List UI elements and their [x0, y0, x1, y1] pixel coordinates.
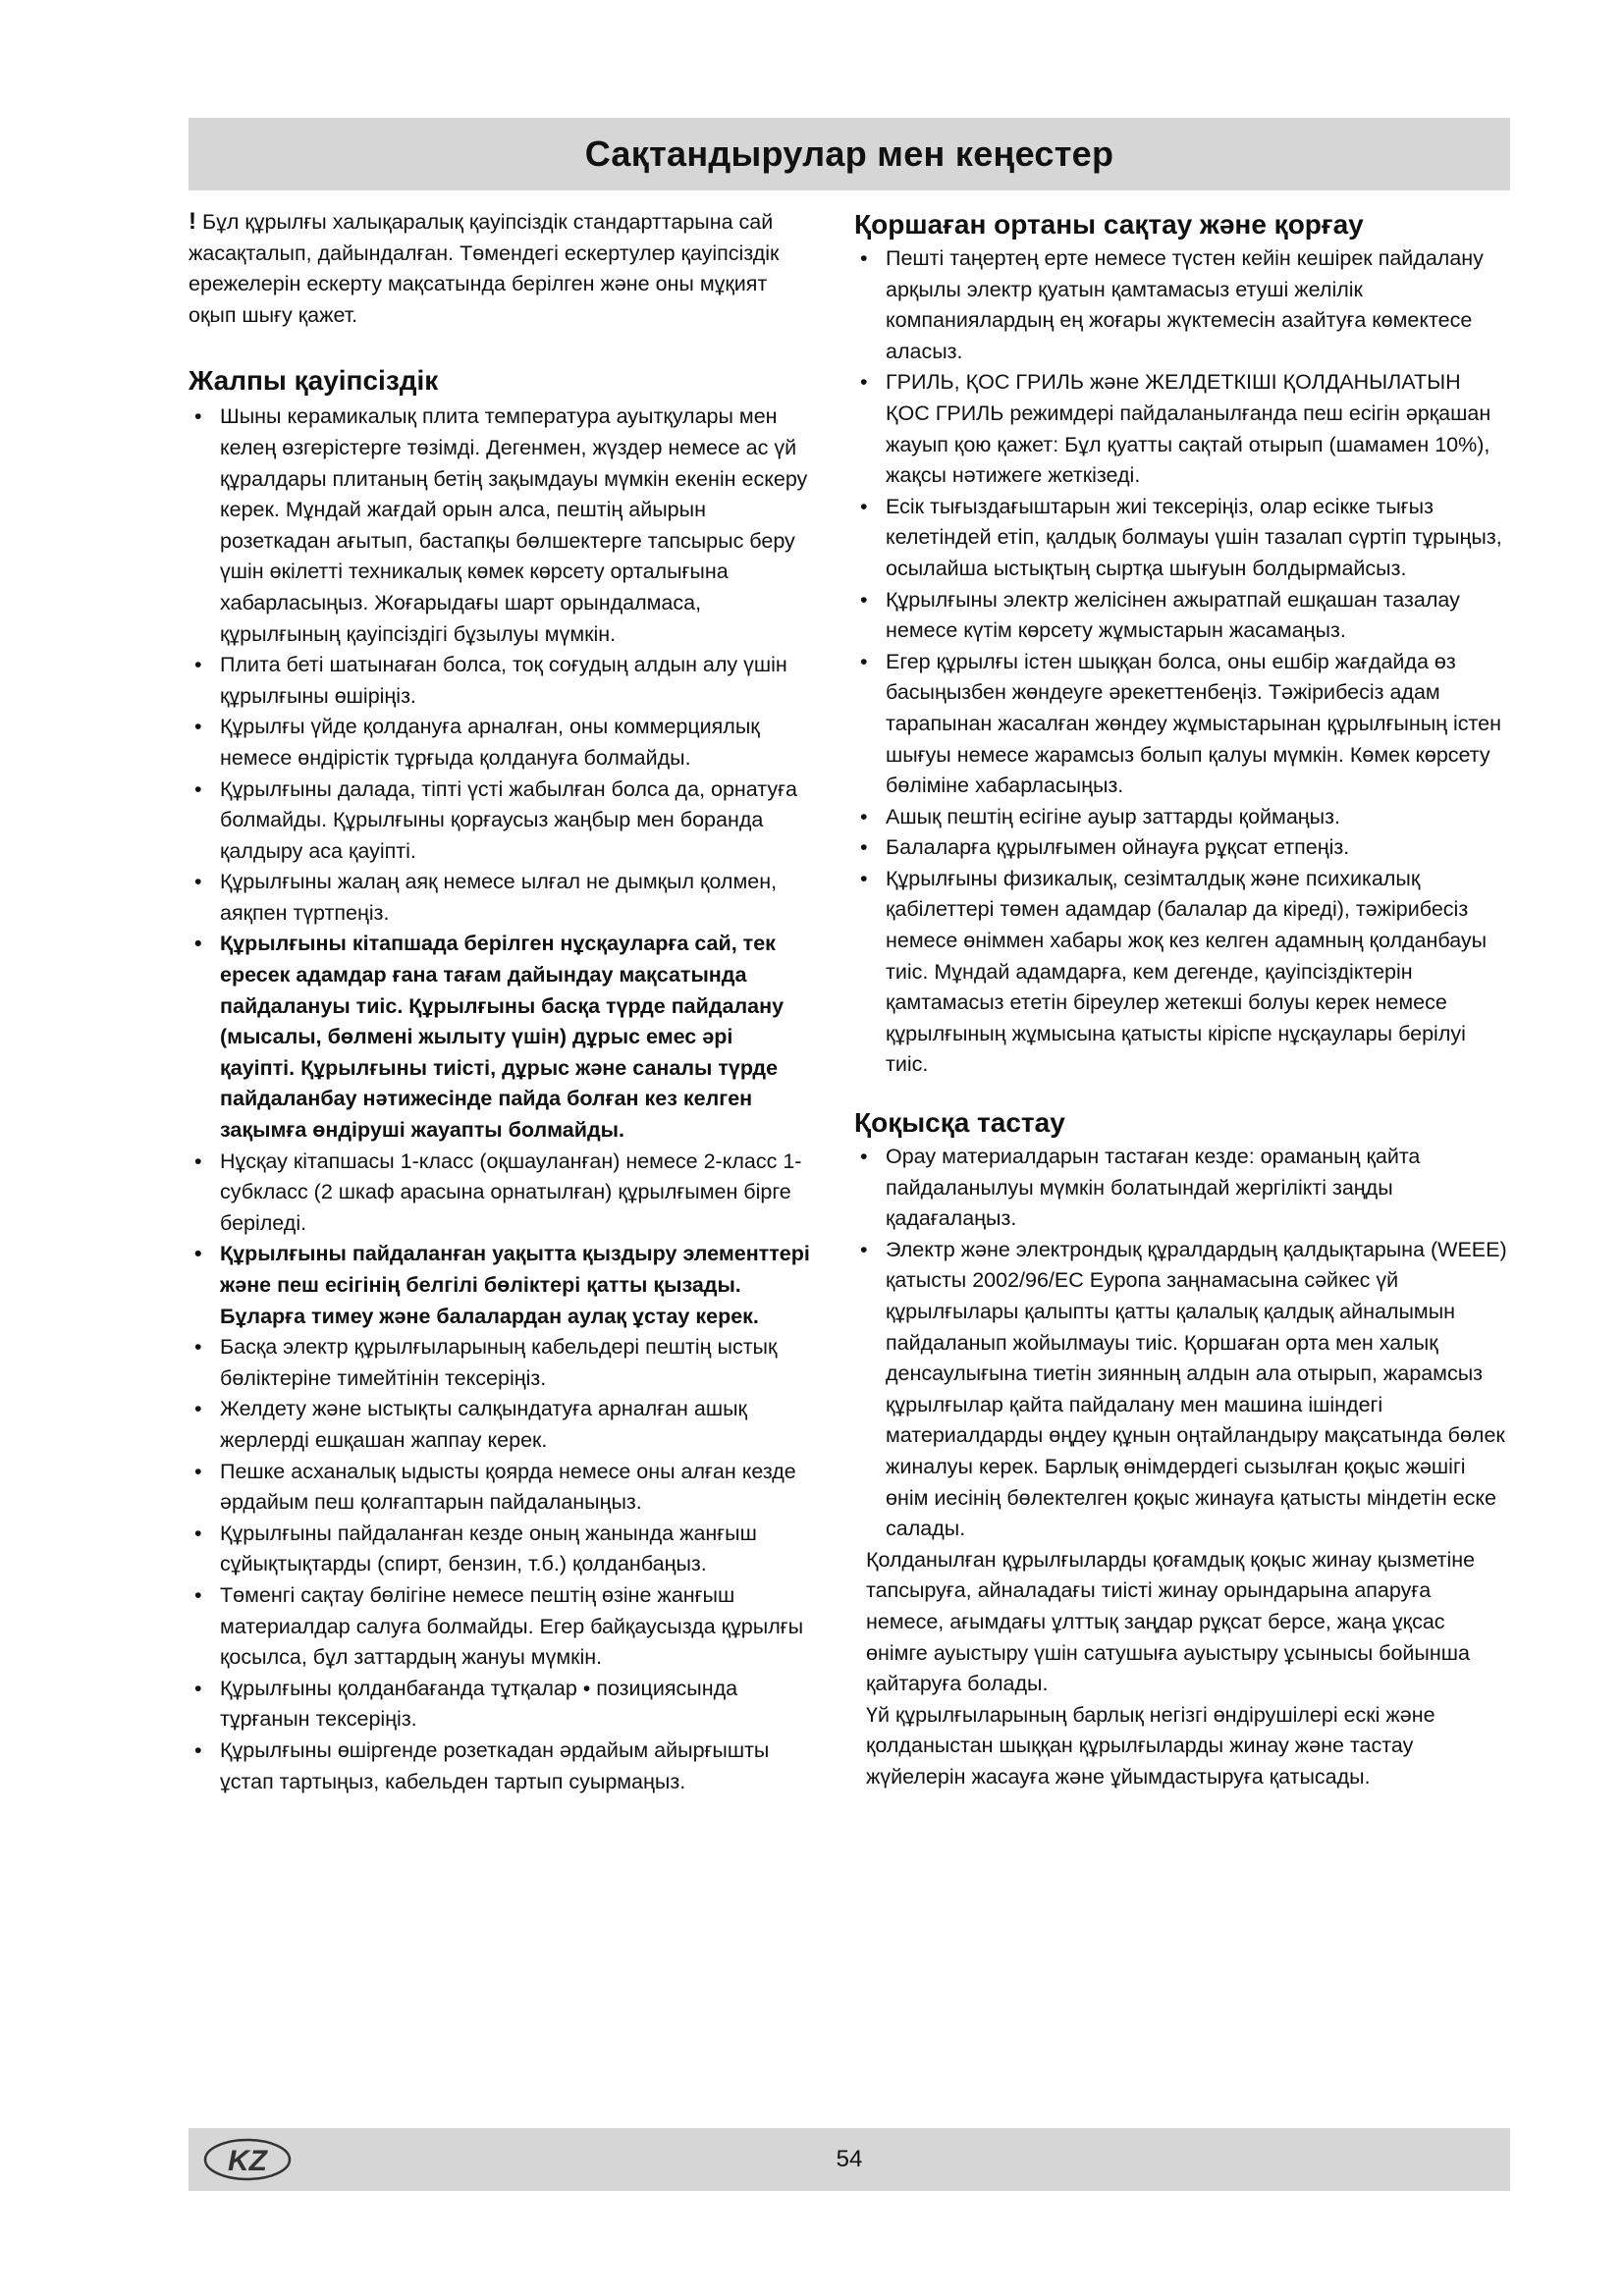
- list-item: • Плита беті шатынаған болса, тоқ соғудың алдын алу үшін құрылғыны өшіріңіз.: [189, 650, 813, 712]
- list-item: • Орау материалдарын тастаған кезде: ораманың қайта пайдаланылуы мүмкін болатындай жергілікті заңды қадағалаңыз.: [854, 1142, 1510, 1235]
- list-item: • Құрылғыны пайдаланған уақытта қыздыру элементтері және пеш есігінің белгілі бөліктері қатты қызады. Бұларға тимеу және балалардан аулақ ұстау керек.: [189, 1239, 813, 1332]
- list-item: • ГРИЛЬ, ҚОС ГРИЛЬ және ЖЕЛДЕТКІШІ ҚОЛДАНЫЛАТЫН ҚОС ГРИЛЬ режимдері пайдаланылғанда пеш есігін әрқашан жауып қою қажет: Бұл қуатты сақтай отырып (шамамен 10%), жақсы нәтижеге жеткізеді.: [854, 367, 1510, 491]
- list-item: • Шыны керамикалық плита температура ауытқулары мен келең өзгерістерге төзімді. Дегенмен, жүздер немесе ас үй құралдары плитаның бетің зақымдауы мүмкін екенін ескеру керек. Мұндай жағдай орын алса, пештің айырын розеткадан ағытып, бастапқы бөлшектерге тапсырыс беру үшін өкілетті техникалық көмек көрсету орталығына хабарласыңыз. Жоғарыдағы шарт орындалмаса, құрылғының қауіпсіздігі бұзылуы мүмкін.: [189, 401, 813, 650]
- list-item: • Басқа электр құрылғыларының кабельдері пештің ыстық бөліктеріне тимейтінін тексеріңіз.: [189, 1332, 813, 1394]
- logo-text: KZ: [228, 2145, 267, 2177]
- list-item: • Егер құрылғы істен шыққан болса, оны ешбір жағдайда өз басыңызбен жөндеуге әрекеттенбеңіз. Тәжірибесіз адам тарапынан жасалған жөндеу жұмыстарынан құрылғының істен шығуы немесе жарамсыз болып қалуы мүмкін. Көмек көрсету бөліміне хабарласыңыз.: [854, 647, 1510, 802]
- list-item: • Құрылғыны өшіргенде розеткадан әрдайым айырғышты ұстап тартыңыз, кабельден тартып суырмаңыз.: [189, 1735, 813, 1797]
- list-item: • Құрылғыны далада, тіпті үсті жабылған болса да, орнатуға болмайды. Құрылғыны қорғаусыз жаңбыр мен боранда қалдыру аса қауіпті.: [189, 774, 813, 868]
- right-column: [854, 206, 1510, 1793]
- list-item: • Құрылғыны қолданбағанда тұтқалар • позициясында тұрғанын тексеріңіз.: [189, 1674, 813, 1735]
- list-item: • Есік тығыздағыштарын жиі тексеріңіз, олар есікке тығыз келетіндей етіп, қалдық болмауы үшін тазалап сүртіп тұрыңыз, осылайша ыстықтың сыртқа шығуын болдырмайсыз.: [854, 492, 1510, 585]
- intro-paragraph: [189, 206, 813, 331]
- list-item: • Электр және электрондық құралдардың қалдықтарына (WEEE) қатысты 2002/96/EC Еуропа заңнамасына сәйкес үй құрылғылары қалыпты қатты қалалық қалдық айналымын пайдаланып жойылмауы тиіс. Қоршаған орта мен халық денсаулығына тиетін зиянның алдын ала отырып, жарамсыз құрылғылар қайта пайдалану мен машина ішіндегі материалдарды өңдеу құнын оңтайландыру мақсатында бөлек жиналуы керек. Барлық өнімдердегі сызылған қоқыс жәшігі өнім иесінің бөлектелген қоқыс жинауға қатысты міндетін еске салады.: [854, 1235, 1510, 1545]
- section-heading-general-safety: Жалпы қауіпсіздік: [189, 365, 439, 397]
- disposal-paragraph: Қолданылған құрылғыларды қоғамдық қоқыс жинау қызметіне тапсыруға, айналадағы тиісті жинау орындарына апаруға немесе, ағымдағы ұлттық заңдар рұқсат берсе, жаңа ұқсас өнімге ауыстыру үшін сатушыға ауыстыру ұсынысы бойынша қайтаруға болады.: [866, 1547, 1476, 1696]
- list-item: • Төменгі сақтау бөлігіне немесе пештің өзіне жанғыш материалдар салуға болмайды. Егер байқаусызда құрылғы қосылса, бұл заттардың жануы мүмкін.: [189, 1580, 813, 1674]
- header-bar: [189, 118, 1510, 190]
- disposal-paragraph: Үй құрылғыларының барлық негізгі өндірушілері ескі және қолданыстан шыққан құрылғыларды жинау және тастау жүйелерін жасауға және ұйымдастыруға қатысады.: [866, 1702, 1435, 1789]
- list-item: • Ашық пештің есігіне ауыр заттарды қоймаңыз.: [854, 802, 1510, 833]
- general-safety-list: [189, 401, 813, 1797]
- list-item: • Құрылғыны пайдаланған кезде оның жанында жанғыш сұйықтықтарды (спирт, бензин, т.б.) қолданбаңыз.: [189, 1519, 813, 1580]
- list-item: • Пешті таңертең ерте немесе түстен кейін кешірек пайдалану арқылы электр қуатын қамтамасыз етуші желілік компаниялардың ең жоғары жүктемесін азайтуға көмектесе аласыз.: [854, 243, 1510, 367]
- environment-list: [854, 243, 1510, 1081]
- page-title: Сақтандырулар мен кеңестер: [584, 133, 1114, 174]
- list-item: • Балаларға құрылғымен ойнауға рұқсат етпеңіз.: [854, 832, 1510, 864]
- warning-mark: !: [189, 208, 196, 235]
- list-item: • Құрылғыны жалаң аяқ немесе ылғал не дымқыл қолмен, аяқпен түртпеңіз.: [189, 867, 813, 929]
- left-column: [189, 206, 813, 1797]
- footer-bar: [189, 2128, 1510, 2191]
- section-heading-disposal: Қоқысқа тастау: [854, 1107, 1065, 1139]
- page-number: 54: [836, 2146, 863, 2172]
- disposal-list: [854, 1142, 1510, 1545]
- list-item: • Құрылғыны физикалық, сезімталдық және психикалық қабілеттері төмен адамдар (балалар да кіреді), тәжірибесіз немесе өніммен хабары жоқ кез келген адамның қолданбауы тиіс. Мұндай адамдарға, кем дегенде, қауіпсіздіктерін қамтамасыз ететін біреулер жетекші болуы керек немесе құрылғының жұмысына қатысты кіріспе нұсқаулары берілуі тиіс.: [854, 864, 1510, 1081]
- list-item: • Нұсқау кітапшасы 1-класс (оқшауланған) немесе 2-класс 1-субкласс (2 шкаф арасына орнатылған) құрылғымен бірге беріледі.: [189, 1147, 813, 1240]
- list-item: • Желдету және ыстықты салқындатуға арналған ашық жерлерді ешқашан жаппау керек.: [189, 1394, 813, 1456]
- section-heading-environment: Қоршаған ортаны сақтау және қорғау: [854, 209, 1364, 240]
- list-item: • Құрылғыны электр желісінен ажыратпай ешқашан тазалау немесе күтім көрсету жұмыстарын жасамаңыз.: [854, 585, 1510, 647]
- intro-text: Бұл құрылғы халықаралық қауіпсіздік стандарттарына сай жасақталып, дайындалған. Төмендегі ескертулер қауіпсіздік ережелерін ескерту мақсатында берілген және оны мұқият оқып шығу қажет.: [189, 210, 780, 327]
- list-item: • Пешке асханалық ыдысты қоярда немесе оны алған кезде әрдайым пеш қолғаптарын пайдаланыңыз.: [189, 1457, 813, 1519]
- list-item: • Құрылғыны кітапшада берілген нұсқауларға сай, тек ересек адамдар ғана тағам дайындау мақсатында пайдалануы тиіс. Құрылғыны басқа түрде пайдалану (мысалы, бөлмені жылыту үшін) дұрыс емес әрі қауіпті. Құрылғыны тиісті, дұрыс және саналы түрде пайдаланбау нәтижесінде пайда болған кез келген зақымға өндіруші жауапты болмайды.: [189, 929, 813, 1146]
- list-item: • Құрылғы үйде қолдануға арналған, оны коммерциялық немесе өндірістік тұрғыда қолдануға болмайды.: [189, 712, 813, 774]
